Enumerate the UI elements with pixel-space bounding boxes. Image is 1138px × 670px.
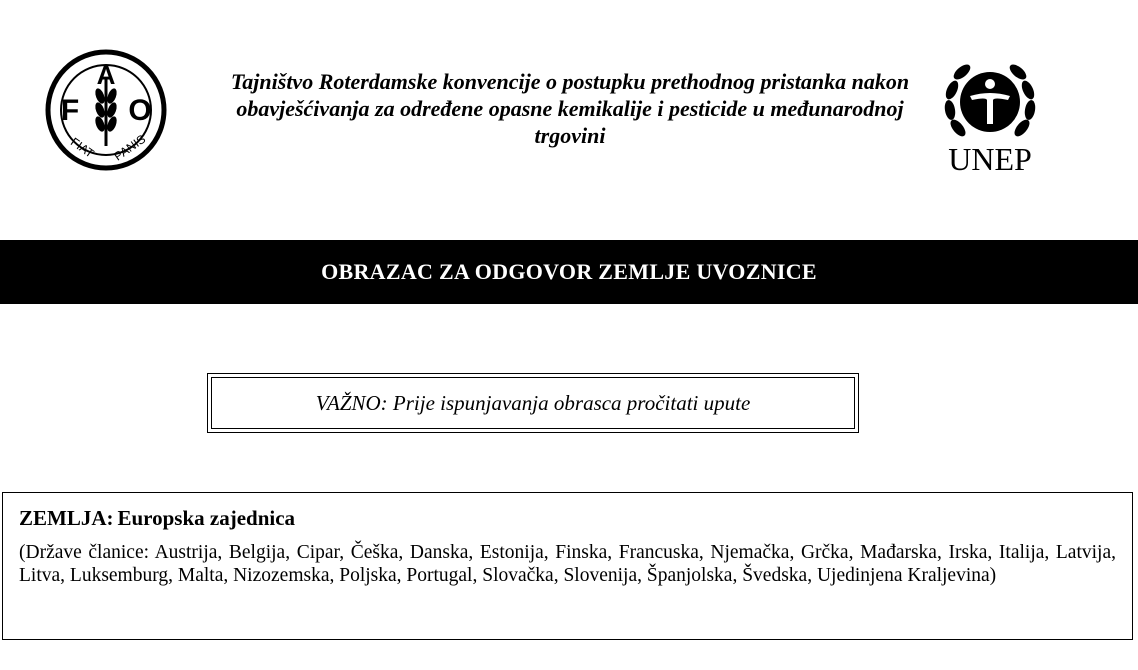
fao-motto-right: PANIS: [111, 131, 149, 164]
unep-label: UNEP: [948, 141, 1032, 176]
country-name: Europska zajednica: [117, 506, 296, 530]
form-title-bar: [0, 240, 1138, 304]
country-section: [2, 492, 1133, 640]
fao-motto-left: FIAT: [67, 134, 97, 161]
fao-letter-o: O: [128, 94, 152, 127]
member-states: (Države članice: Austrija, Belgija, Cipar, Češka, Danska, Estonija, Finska, Francuska, Njemačka, Grčka, Mađarska, Irska, Italija, Latvija, Litva, Luksemburg, Malta, Nizozemska, Poljska, Portugal, Slovačka, Slovenija, Španjolska, Švedska, Ujedinjena Kraljevina): [19, 542, 1116, 586]
important-notice: VAŽNO: Prije ispunjavanja obrasca pročitati upute: [211, 377, 855, 429]
secretariat-heading: Tajništvo Roterdamske konvencije o postupku prethodnog pristanka nakon obavješćivanja za određene opasne kemikalije i pesticide u međunarodnoj trgovini: [230, 69, 910, 148]
important-notice-box: [207, 373, 859, 433]
fao-letter-a: A: [96, 60, 116, 90]
country-heading: [19, 505, 1116, 531]
country-label: ZEMLJA:: [19, 506, 114, 530]
fao-logo: [44, 48, 168, 172]
unep-logo: [934, 50, 1046, 176]
fao-letter-f: F: [60, 94, 80, 127]
form-title: OBRAZAC ZA ODGOVOR ZEMLJE UVOZNICE: [321, 259, 817, 284]
